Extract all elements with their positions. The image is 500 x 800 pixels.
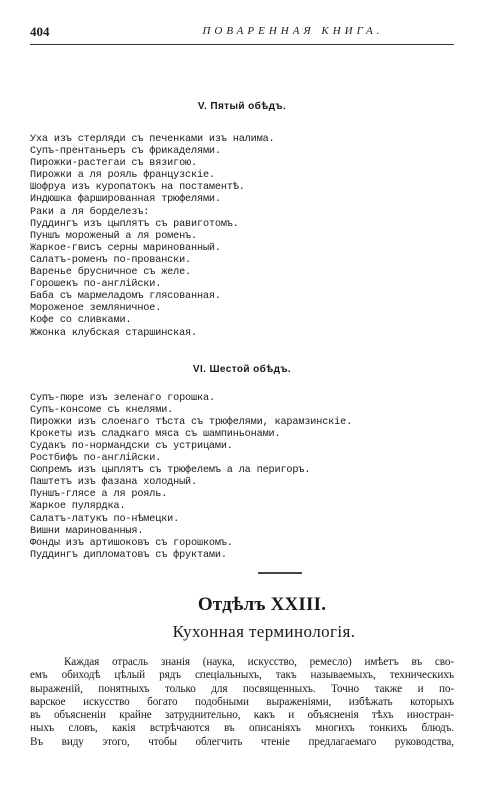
paragraph-line: въ объясненіи крайне затруднительно, какъ и объясненія тѣхъ иностран-	[30, 709, 454, 722]
dish-item: Супъ-пюре изъ зеленаго горошка.	[30, 392, 215, 404]
chapter-title: Отдѣлъ XXIII.	[197, 593, 327, 615]
dish-item: Пирожки-растегаи съ вязигою.	[30, 158, 197, 170]
dish-item: Индюшка фаршированная трюфелями.	[30, 194, 221, 206]
dish-item: Пирожки а ля рояль французскіе.	[30, 170, 215, 182]
dish-item: Крокеты изъ сладкаго мяса съ шампиньонами.	[30, 428, 281, 440]
paragraph-line: Каждая отрасль знанія (наука, искусство, ремесло) имѣетъ въ сво-	[64, 655, 454, 668]
paragraph-line: варское искусство богато подобными выраженіями, избѣжать которыхъ	[30, 695, 454, 708]
paragraph-line: выраженій, понятныхъ только для посвященныхъ. Точно также и по-	[30, 682, 454, 695]
dish-item: Пуддингъ дипломатовъ съ фруктами.	[30, 549, 227, 561]
dish-list	[30, 393, 454, 562]
dish-item: Баба съ мармеладомъ глясованная.	[30, 291, 221, 303]
dish-item: Горошекъ по-англійски.	[30, 279, 162, 291]
dish-item: Паштетъ изъ фазана холодный.	[30, 477, 197, 489]
dish-item: Фонды изъ артишоковъ съ горошкомъ.	[30, 537, 233, 549]
dish-item: Мороженое земляничное.	[30, 303, 162, 315]
menu-title: V. Пятый обѣдъ.	[197, 101, 287, 112]
dish-item: Супъ-прентаньеръ съ фрикаделями.	[30, 146, 221, 158]
dish-item: Вишни маринованныя.	[30, 525, 144, 537]
dish-item: Супъ-консоме съ кнелями.	[30, 404, 174, 416]
dish-item: Уха изъ стерляди съ печенками изъ налима.	[30, 134, 275, 145]
dish-item: Жаркое пулярдка.	[30, 501, 126, 513]
dish-item: Кофе со сливками.	[30, 315, 132, 327]
chapter-subtitle: Кухонная терминологія.	[172, 621, 356, 641]
menu-title: VI. Шестой обѣдъ.	[192, 363, 292, 375]
dish-item: Пирожки изъ слоенаго тѣста съ трюфелями, карамзинскіе.	[30, 416, 353, 428]
page-header	[30, 24, 454, 45]
section-divider	[258, 572, 302, 574]
page-number: 404	[30, 24, 50, 39]
dish-item: Салатъ-роменъ по-провански.	[30, 254, 192, 266]
dish-item: Пуншъ мороженый а ля роменъ.	[30, 230, 197, 242]
chapter-paragraph	[30, 656, 454, 749]
menu-sixth-dinner	[30, 364, 454, 562]
running-title: ПОВАРЕННАЯ КНИГА.	[202, 25, 384, 37]
menu-fifth-dinner	[30, 101, 454, 340]
dish-item: Варенье брусничное съ желе.	[30, 267, 192, 279]
dish-list	[30, 134, 454, 340]
dish-item: Жжонка клубская старшинская.	[30, 327, 197, 339]
dish-item: Салатъ-латукъ по-нѣмецки.	[30, 513, 180, 525]
dish-item: Судакъ по-нормандски съ устрицами.	[30, 440, 233, 452]
dish-item: Ростбифъ по-англійски.	[30, 453, 162, 465]
paragraph-line: Въ виду этого, чтобы облегчить чтеніе предлагаемаго руководства,	[30, 735, 454, 748]
dish-item: Жаркое-гвисъ серны маринованный.	[30, 242, 221, 254]
dish-item: Раки а ля борделезъ:	[30, 206, 150, 218]
dish-item: Пуншъ-глясе а ля рояль.	[30, 489, 168, 501]
paragraph-line: емъ обиходѣ цѣлый рядъ спеціальныхъ, такъ называемыхъ, техническихъ	[30, 669, 454, 682]
dish-item: Пуддингъ изъ цыплятъ съ равиготомъ.	[30, 218, 239, 230]
paragraph-line: ныхъ словъ, какія встрѣчаются въ описаніяхъ многихъ тонкихъ блюдъ.	[30, 722, 454, 735]
dish-item: Сюпремъ изъ цыплятъ съ трюфелемъ а ла перигоръ.	[30, 465, 311, 477]
dish-item: Шофруа изъ куропатокъ на постаментѣ.	[30, 182, 245, 194]
